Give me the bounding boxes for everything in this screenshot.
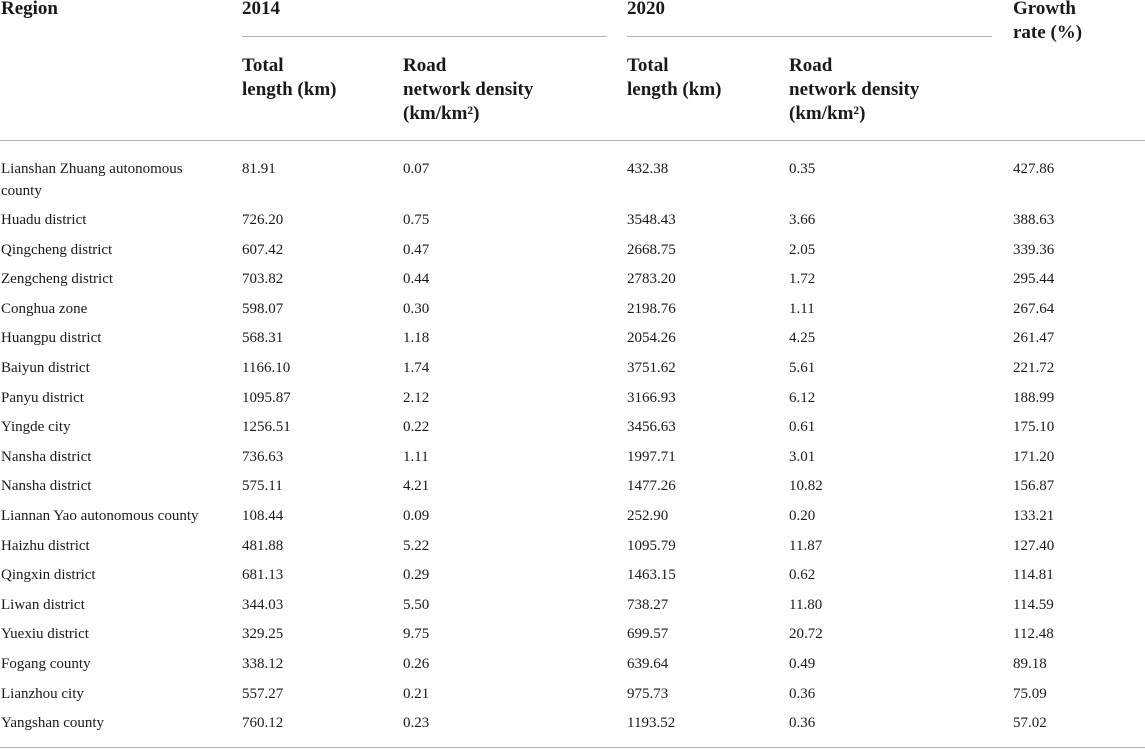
growth-cell: 295.44 (1013, 271, 1055, 288)
den2020-cell: 6.12 (789, 389, 816, 406)
len2014-cell: 726.20 (242, 212, 284, 228)
growth-cell: 188.99 (1013, 389, 1055, 406)
den2014-cell: 4.21 (403, 478, 430, 495)
growth-cell: 127.40 (1013, 537, 1055, 554)
header-2014-total-line2: length (km) (242, 79, 337, 100)
growth-cell: 114.81 (1013, 567, 1054, 584)
growth-cell: 267.64 (1013, 300, 1055, 317)
growth-cell: 261.47 (1013, 330, 1055, 347)
header-2014-density-line2: network density (403, 79, 534, 100)
growth-cell: 75.09 (1013, 685, 1047, 702)
header-2020-total-line1: Total (627, 55, 669, 76)
len2014-cell: 481.88 (242, 537, 284, 554)
len2014-cell: 703.82 (242, 271, 284, 288)
len2020-cell: 3548.43 (627, 212, 676, 228)
den2020-cell: 3.01 (789, 448, 816, 465)
den2014-cell: 0.30 (403, 300, 430, 317)
den2014-cell: 1.11 (403, 448, 429, 465)
den2020-cell: 0.36 (789, 685, 816, 702)
len2014-cell: 760.12 (242, 715, 284, 732)
den2014-cell: 5.22 (403, 537, 430, 554)
den2020-cell: 1.11 (789, 300, 815, 317)
growth-cell: 114.59 (1013, 596, 1054, 613)
den2014-cell: 0.47 (403, 241, 430, 258)
header-region: Region (1, 0, 58, 19)
len2020-cell: 1477.26 (627, 478, 676, 495)
growth-cell: 133.21 (1013, 508, 1055, 524)
region-cell: Lianshan Zhuang autonomous county (1, 161, 183, 199)
header-2020-density-line1: Road (789, 55, 833, 76)
len2014-cell: 681.13 (242, 567, 284, 584)
den2014-cell: 0.23 (403, 715, 430, 732)
len2020-cell: 975.73 (627, 685, 669, 702)
den2020-cell: 4.25 (789, 330, 816, 347)
den2014-cell: 0.26 (403, 656, 430, 672)
len2020-cell: 1193.52 (627, 715, 676, 732)
region-cell: Zengcheng district (1, 271, 114, 288)
den2014-cell: 9.75 (403, 626, 430, 643)
len2014-cell: 1256.51 (242, 419, 291, 436)
den2020-cell: 20.72 (789, 626, 823, 643)
den2020-cell: 5.61 (789, 360, 816, 376)
den2014-cell: 1.74 (403, 360, 430, 376)
len2020-cell: 2054.26 (627, 330, 676, 347)
len2020-cell: 3456.63 (627, 419, 676, 436)
len2020-cell: 699.57 (627, 626, 669, 643)
header-growth-line1: Growth (1013, 0, 1076, 19)
len2014-cell: 568.31 (242, 330, 284, 347)
header-2020-total-line2: length (km) (627, 79, 722, 100)
den2020-cell: 1.72 (789, 271, 816, 288)
len2014-cell: 598.07 (242, 300, 284, 317)
region-cell: Liannan Yao autonomous county (1, 508, 199, 524)
region-cell: Yangshan county (1, 715, 105, 732)
header-growth-line2: rate (%) (1013, 22, 1083, 43)
den2020-cell: 2.05 (789, 241, 816, 258)
header-2020-density-line3: (km/km²) (789, 103, 866, 124)
len2020-cell: 639.64 (627, 656, 669, 672)
den2020-cell: 0.61 (789, 419, 816, 436)
region-cell: Liwan district (1, 596, 85, 613)
len2020-cell: 2198.76 (627, 300, 676, 317)
len2020-cell: 3166.93 (627, 389, 676, 406)
len2020-cell: 738.27 (627, 596, 669, 613)
den2020-cell: 0.20 (789, 508, 816, 524)
region-cell: Huangpu district (1, 330, 102, 347)
len2014-cell: 81.91 (242, 161, 276, 177)
region-cell: Yingde city (1, 419, 71, 436)
den2014-cell: 0.44 (403, 271, 430, 288)
len2014-cell: 108.44 (242, 508, 284, 524)
den2014-cell: 2.12 (403, 389, 430, 406)
len2020-cell: 432.38 (627, 161, 669, 177)
region-cell: Huadu district (1, 212, 87, 228)
header-2014-density-line1: Road (403, 55, 447, 76)
len2020-cell: 1463.15 (627, 567, 676, 584)
len2020-cell: 1095.79 (627, 537, 676, 554)
den2020-cell: 11.80 (789, 596, 823, 613)
region-cell: Nansha district (1, 448, 92, 465)
growth-cell: 112.48 (1013, 626, 1054, 643)
header-2014-total-line1: Total (242, 55, 284, 76)
len2014-cell: 736.63 (242, 448, 284, 465)
len2020-cell: 2783.20 (627, 271, 676, 288)
growth-cell: 339.36 (1013, 241, 1055, 258)
len2014-cell: 329.25 (242, 626, 284, 643)
den2014-cell: 0.07 (403, 161, 430, 177)
den2020-cell: 0.62 (789, 567, 816, 584)
growth-cell: 221.72 (1013, 360, 1055, 376)
growth-cell: 171.20 (1013, 448, 1055, 465)
den2014-cell: 1.18 (403, 330, 430, 347)
growth-cell: 156.87 (1013, 478, 1055, 495)
growth-cell: 175.10 (1013, 419, 1055, 436)
growth-cell: 388.63 (1013, 212, 1055, 228)
den2014-cell: 5.50 (403, 596, 430, 613)
den2014-cell: 0.09 (403, 508, 430, 524)
len2014-cell: 1166.10 (242, 360, 291, 376)
den2014-cell: 0.75 (403, 212, 430, 228)
growth-cell: 89.18 (1013, 656, 1047, 672)
len2020-cell: 1997.71 (627, 448, 676, 465)
len2014-cell: 344.03 (242, 596, 284, 613)
den2014-cell: 0.29 (403, 567, 430, 584)
header-2014-density-line3: (km/km²) (403, 103, 480, 124)
len2014-cell: 575.11 (242, 478, 283, 495)
region-cell: Yuexiu district (1, 626, 89, 643)
den2020-cell: 3.66 (789, 212, 816, 228)
len2014-cell: 607.42 (242, 241, 284, 258)
len2014-cell: 338.12 (242, 656, 284, 672)
growth-cell: 57.02 (1013, 715, 1047, 732)
len2020-cell: 3751.62 (627, 360, 676, 376)
den2014-cell: 0.21 (403, 685, 430, 702)
len2014-cell: 1095.87 (242, 389, 291, 406)
region-cell: Baiyun district (1, 360, 90, 376)
den2020-cell: 0.35 (789, 161, 816, 177)
den2020-cell: 10.82 (789, 478, 823, 495)
den2020-cell: 0.49 (789, 656, 816, 672)
region-cell: Lianzhou city (1, 685, 84, 702)
den2020-cell: 11.87 (789, 537, 823, 554)
region-cell: Qingcheng district (1, 241, 113, 258)
region-cell: Panyu district (1, 389, 84, 406)
header-2020-density-line2: network density (789, 79, 920, 100)
region-cell: Fogang county (1, 656, 91, 672)
den2014-cell: 0.22 (403, 419, 430, 436)
len2014-cell: 557.27 (242, 685, 284, 702)
len2020-cell: 2668.75 (627, 241, 676, 258)
region-cell: Haizhu district (1, 537, 90, 554)
region-cell: Nansha district (1, 478, 92, 495)
region-cell: Conghua zone (1, 300, 88, 317)
header-year-2020: 2020 (627, 0, 665, 19)
header-year-2014: 2014 (242, 0, 280, 19)
region-cell: Qingxin district (1, 567, 96, 584)
growth-cell: 427.86 (1013, 161, 1055, 177)
len2020-cell: 252.90 (627, 508, 669, 524)
den2020-cell: 0.36 (789, 715, 816, 732)
